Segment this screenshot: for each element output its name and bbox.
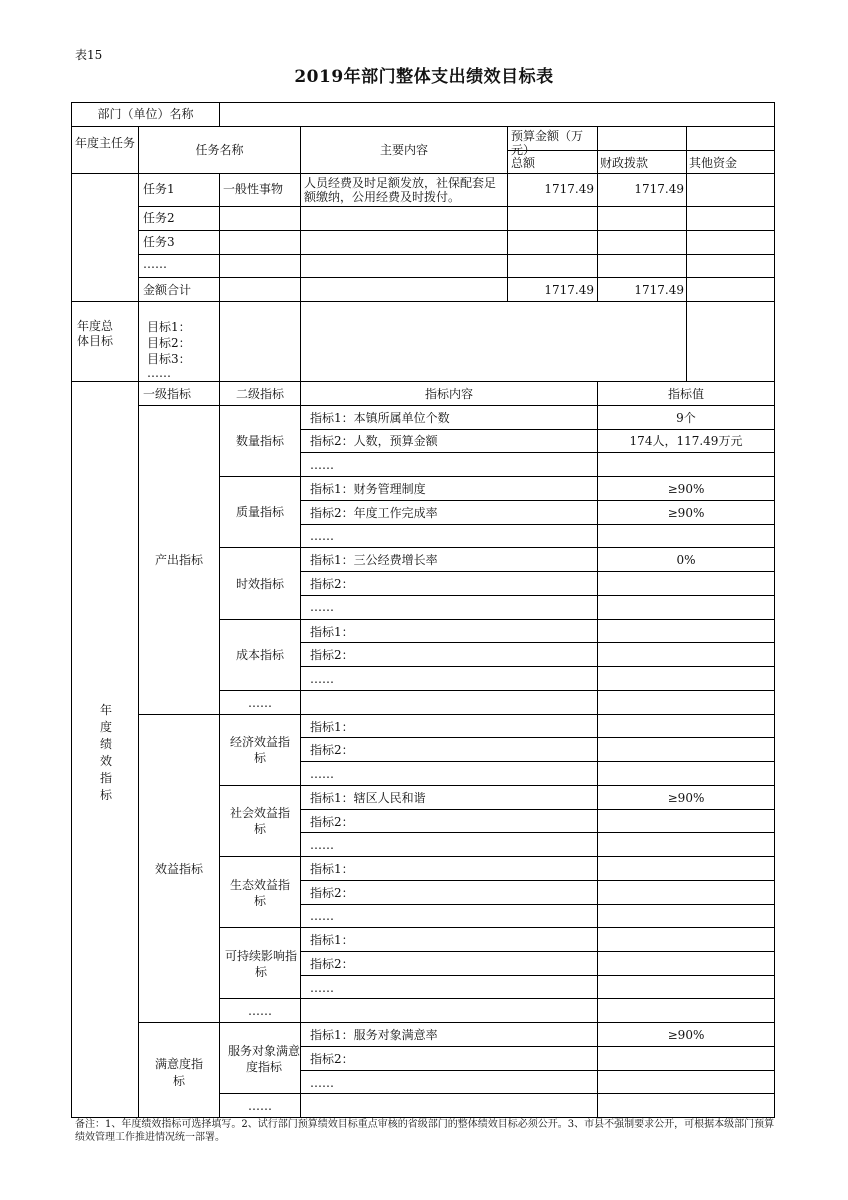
indicator-value-header: 指标值 (667, 387, 704, 401)
indicator-content: 指标2：人数，预算金额 (310, 434, 438, 448)
indicator-content: …… (310, 600, 334, 614)
indicator-content: 指标1：三公经费增长率 (310, 553, 438, 567)
indicator-content: 指标2： (310, 648, 354, 662)
indicator-content: 指标1： (310, 720, 354, 734)
social-indicator-label: 社会效益指标 (230, 806, 291, 836)
task-total: 1717.49 (544, 182, 594, 196)
indicator-content: …… (310, 458, 334, 472)
more-output-indicators: …… (248, 696, 272, 710)
indicator-content: 指标1：服务对象满意率 (310, 1028, 438, 1042)
indicator-content: 指标2： (310, 815, 354, 829)
indicator-content: 指标1：辖区人民和谐 (310, 791, 426, 805)
performance-indicator-section: 年度绩效指标 (99, 703, 112, 802)
goal-item: 目标2： (147, 336, 191, 350)
goal-item: 目标1： (147, 320, 191, 334)
sum-total: 1717.49 (544, 283, 594, 297)
indicator-content: 指标1： (310, 933, 354, 947)
goal-item: …… (147, 366, 171, 380)
satisfaction-indicator-label: 满意度指标 (155, 1057, 204, 1088)
output-indicator-label: 产出指标 (154, 553, 203, 567)
task-name: 一般性事物 (223, 182, 284, 196)
more-satisfaction-indicators: …… (248, 1099, 272, 1113)
sustainable-indicator-label: 可持续影响指标 (225, 949, 298, 979)
sum-fiscal: 1717.49 (634, 283, 684, 297)
task-fiscal: 1717.49 (634, 182, 684, 196)
indicator-content: …… (310, 981, 334, 995)
task-name-header: 任务名称 (195, 143, 244, 157)
annual-goal-label: 年度总体目标 (77, 319, 114, 348)
indicator-content: …… (310, 838, 334, 852)
indicator-content-header: 指标内容 (424, 387, 473, 401)
indicator-content: …… (310, 1076, 334, 1090)
benefit-indicator-label: 效益指标 (154, 862, 203, 876)
other-funds-header: 其他资金 (689, 156, 738, 170)
dept-name-label: 部门（单位）名称 (97, 107, 194, 121)
fiscal-header: 财政拨款 (600, 156, 649, 170)
annual-task-header: 年度主任务 (74, 136, 135, 150)
budget-header: 预算金额（万元） (511, 129, 584, 157)
indicator-value: ≥90% (667, 506, 705, 520)
task-no: 任务1 (143, 182, 175, 196)
level2-header: 二级指标 (235, 387, 284, 401)
ecological-indicator-label: 生态效益指标 (230, 878, 291, 908)
indicator-content: 指标2： (310, 1052, 354, 1066)
page-title: 2019年部门整体支出绩效目标表 (294, 67, 554, 87)
more-benefit-indicators: …… (248, 1004, 272, 1018)
main-content-header: 主要内容 (379, 143, 428, 157)
task-no: 任务2 (143, 211, 175, 225)
indicator-content: 指标1： (310, 862, 354, 876)
indicator-content: …… (310, 909, 334, 923)
level1-header: 一级指标 (143, 387, 192, 401)
goal-item: 目标3： (147, 352, 191, 366)
indicator-value: 9个 (676, 411, 696, 425)
indicator-content: 指标2： (310, 743, 354, 757)
indicator-content: 指标2：年度工作完成率 (310, 506, 438, 520)
indicator-content: 指标1：本镇所属单位个数 (310, 411, 450, 425)
indicator-content: …… (310, 672, 334, 686)
total-header: 总额 (511, 156, 536, 170)
indicator-content: …… (310, 767, 334, 781)
indicator-value: 174人，117.49万元 (629, 434, 743, 448)
indicator-content: 指标1： (310, 625, 354, 639)
task-no: 任务3 (143, 235, 175, 249)
indicator-value: ≥90% (667, 791, 705, 805)
task-content: 人员经费及时足额发放，社保配套足额缴纳，公用经费及时拨付。 (304, 176, 497, 204)
economic-indicator-label: 经济效益指标 (230, 735, 291, 765)
indicator-content: 指标2： (310, 577, 354, 591)
indicator-value: ≥90% (667, 482, 705, 496)
timeliness-indicator-label: 时效指标 (235, 577, 284, 591)
indicator-value: ≥90% (667, 1028, 705, 1042)
task-no: …… (143, 257, 167, 271)
sum-label: 金额合计 (143, 283, 192, 297)
indicator-content: 指标2： (310, 957, 354, 971)
quality-indicator-label: 质量指标 (235, 505, 284, 519)
indicator-value: 0% (676, 553, 696, 567)
indicator-content: …… (310, 529, 334, 543)
quantity-indicator-label: 数量指标 (235, 434, 284, 448)
cost-indicator-label: 成本指标 (235, 648, 284, 662)
footnote: 备注：1、年度绩效指标可选择填写。2、试行部门预算绩效目标重点审核的省级部门的整体绩效目标必须公开。3、市县不强制要求公开，可根据本级部门预算绩效管理工作推进情况统一部署。 (75, 1119, 775, 1143)
service-satisfaction-label: 服务对象满意度指标 (228, 1044, 301, 1074)
indicator-content: 指标2： (310, 886, 354, 900)
table-number: 表15 (75, 48, 103, 62)
indicator-content: 指标1：财务管理制度 (310, 482, 426, 496)
